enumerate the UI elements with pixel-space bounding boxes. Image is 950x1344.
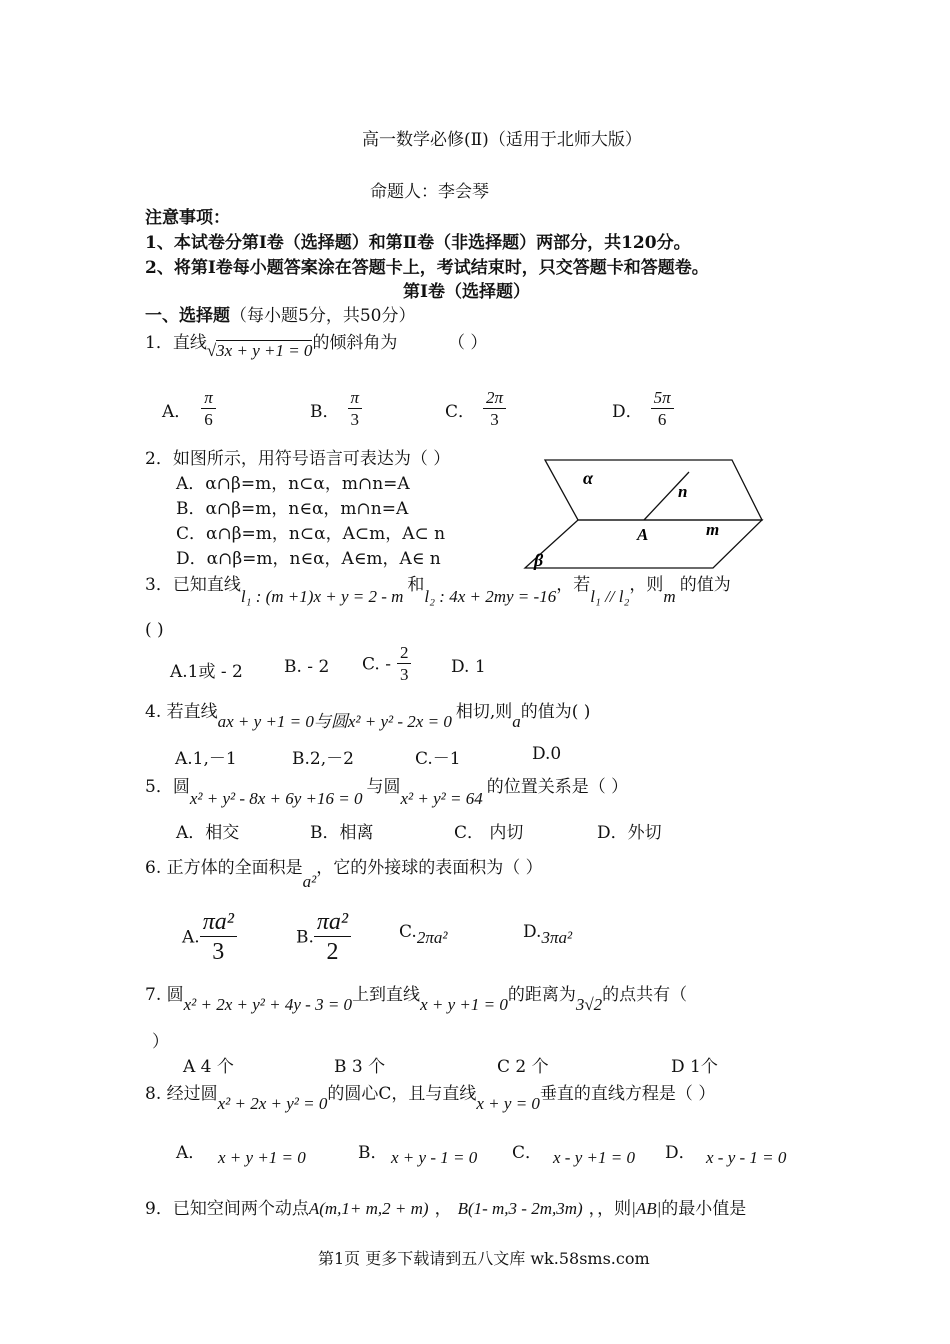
q8-line: x + y = 0 [476, 1094, 540, 1113]
page-footer: 第1页 更多下载请到五八文库 wk.58sms.com [318, 1249, 650, 1268]
q5-stem: 5．圆x² + y² - 8x + 6y +16 = 0与圆x² + y² = 64的位置关系是（ ） [145, 777, 629, 808]
q3-l1: l₁ : (m +1)x + y = 2 - m [240, 587, 404, 606]
q2-option-a: A．α∩β=m，n⊂α，m∩n=A [176, 474, 410, 494]
exam-author: 命题人：李会琴 [370, 182, 489, 202]
q4-option-a: A.1,－1 [175, 749, 237, 769]
q4-stem: 4. 若直线ax + y +1 = 0与圆x² + y² - 2x = 0 相切,则a的值为( ) [145, 702, 591, 731]
section-heading [145, 301, 415, 326]
q3-paren: ( ) [145, 620, 164, 640]
q3-stem: 3．已知直线l₁ : (m +1)x + y = 2 - m和l₂ : 4x + 2my = -16，若l₁ // l₂，则m的值为 [145, 575, 731, 606]
q5-eq2: x² + y² = 64 [400, 789, 483, 808]
q6-option-a: A. $\frac{\text{πa²}}{3}$ [182, 908, 237, 967]
q8-option-b-label: B． [358, 1143, 388, 1163]
q8-option-a-eq: x + y +1 = 0 [218, 1148, 306, 1167]
q3-option-a: A.1或 - 2 [170, 662, 243, 682]
q7-option-a: A 4 个 [183, 1057, 234, 1077]
q1-option-a: A． $\frac{\pi}{6}$ [162, 388, 216, 431]
q9-ab: |AB| [631, 1199, 662, 1218]
q1-option-d: D． $\frac{5\pi}{6}$ [612, 388, 674, 431]
q7-close-paren: ） [152, 1032, 169, 1052]
q9-point-a: A(m,1+ m,2 + m) [308, 1199, 429, 1218]
q3-option-c: C. - $\frac{2}{3}$ [362, 643, 411, 686]
label-A: A [637, 525, 649, 544]
q3-option-b: B. - 2 [284, 657, 330, 677]
label-alpha: α [583, 468, 593, 488]
q8-option-b-eq: x + y - 1 = 0 [391, 1148, 478, 1167]
q1-equation: √3x + y +1 = 0 [206, 341, 313, 360]
q4-option-b: B.2,－2 [292, 749, 354, 769]
q2-option-d: D．α∩β=m，n∈α，A∈m，A∈ n [176, 549, 441, 569]
q2-option-b: B．α∩β=m，n∈α，m∩n=A [176, 499, 409, 519]
q2-option-c: C．α∩β=m，n⊂α，A⊂m，A⊂ n [176, 524, 446, 544]
q2-stem: 2．如图所示，用符号语言可表达为（ ） [145, 449, 451, 469]
q5-option-c: C． 内切 [454, 823, 524, 843]
q9-point-b: B(1- m,3 - 2m,3m) [457, 1199, 583, 1218]
sqrt-icon: √ [206, 341, 217, 360]
q6-a2: a² [302, 872, 317, 891]
q3-l2: l₂ : 4x + 2my = -16 [424, 587, 557, 606]
label-n: n [678, 482, 688, 501]
q8-equation: x² + 2x + y² = 0 [217, 1094, 328, 1113]
q8-stem: 8. 经过圆x² + 2x + y² = 0的圆心C，且与直线x + y = 0垂直的直线方程是（ ） [145, 1084, 716, 1113]
q6-stem: 6. 正方体的全面积是a²，它的外接球的表面积为（ ） [145, 858, 543, 891]
q8-option-d-eq: x - y - 1 = 0 [706, 1148, 787, 1167]
q4-option-d: D.0 [532, 744, 562, 764]
q1-option-b: B． $\frac{\pi}{3}$ [310, 388, 362, 431]
q7-line: x + y +1 = 0 [420, 995, 508, 1014]
q6-option-d: D.3πa² [523, 922, 573, 947]
q7-equation: x² + 2x + y² + 4y - 3 = 0 [183, 995, 353, 1014]
label-m: m [706, 520, 720, 539]
plane-alpha [545, 460, 762, 520]
q1-a-num: π [201, 388, 216, 409]
q1-a-den: 6 [204, 410, 213, 429]
q7-option-b: B 3 个 [334, 1057, 386, 1077]
q5-eq1: x² + y² - 8x + 6y +16 = 0 [189, 789, 363, 808]
notes-item-2: 2、将第Ⅰ卷每小题答案涂在答题卡上，考试结束时，只交答题卡和答题卷。 [145, 258, 709, 278]
q8-option-d-label: D． [665, 1143, 696, 1163]
q4-equation: ax + y +1 = 0与圆x² + y² - 2x = 0 [217, 712, 452, 731]
q1-suffix: 的倾斜角为 [312, 333, 398, 353]
q3-option-d: D. 1 [451, 657, 486, 677]
notes-item-1: 1、本试卷分第Ⅰ卷（选择题）和第Ⅱ卷（非选择题）两部分，共120分。 [145, 233, 691, 253]
part1-title: 第Ⅰ卷（选择题） [403, 282, 530, 302]
q9-stem: 9．已知空间两个动点A(m,1+ m,2 + m) ， B(1- m,3 - 2m,3m) ，，则|AB|的最小值是 [145, 1199, 747, 1219]
q6-option-b: B. $\frac{\text{πa²}}{2}$ [296, 908, 351, 967]
q6-option-c: C.2πa² [399, 922, 448, 947]
q1-prefix: 1．直线 [145, 333, 207, 353]
q7-option-d: D 1个 [671, 1057, 718, 1077]
exam-title: 高一数学必修(Ⅱ)（适用于北师大版） [362, 130, 642, 150]
q7-stem: 7. 圆x² + 2x + y² + 4y - 3 = 0上到直线x + y +1 = 0的距离为3√2的点共有（ [145, 985, 688, 1014]
label-beta: β [534, 550, 544, 570]
section-label: 一、选择题 [145, 306, 230, 326]
section-detail: （每小题5分，共50分） [230, 306, 416, 326]
q8-option-a-label: A． [176, 1143, 206, 1163]
q7-distance: 3√2 [575, 995, 603, 1014]
q5-option-b: B．相离 [310, 823, 374, 843]
q4-option-c: C.－1 [415, 749, 461, 769]
q1-stem [145, 328, 398, 360]
q8-option-c-label: C． [512, 1143, 543, 1163]
q1-option-c: C． $\frac{2\pi}{3}$ [445, 388, 506, 431]
q5-option-a: A．相交 [176, 823, 240, 843]
q8-option-c-eq: x - y +1 = 0 [553, 1148, 635, 1167]
q3-parallel: l₁ // l₂ [590, 587, 630, 606]
q7-option-c: C 2 个 [497, 1057, 549, 1077]
q5-option-d: D．外切 [597, 823, 662, 843]
q1-paren: （ ） [448, 333, 488, 353]
q2-figure [500, 455, 770, 575]
notes-heading: 注意事项： [145, 208, 230, 228]
